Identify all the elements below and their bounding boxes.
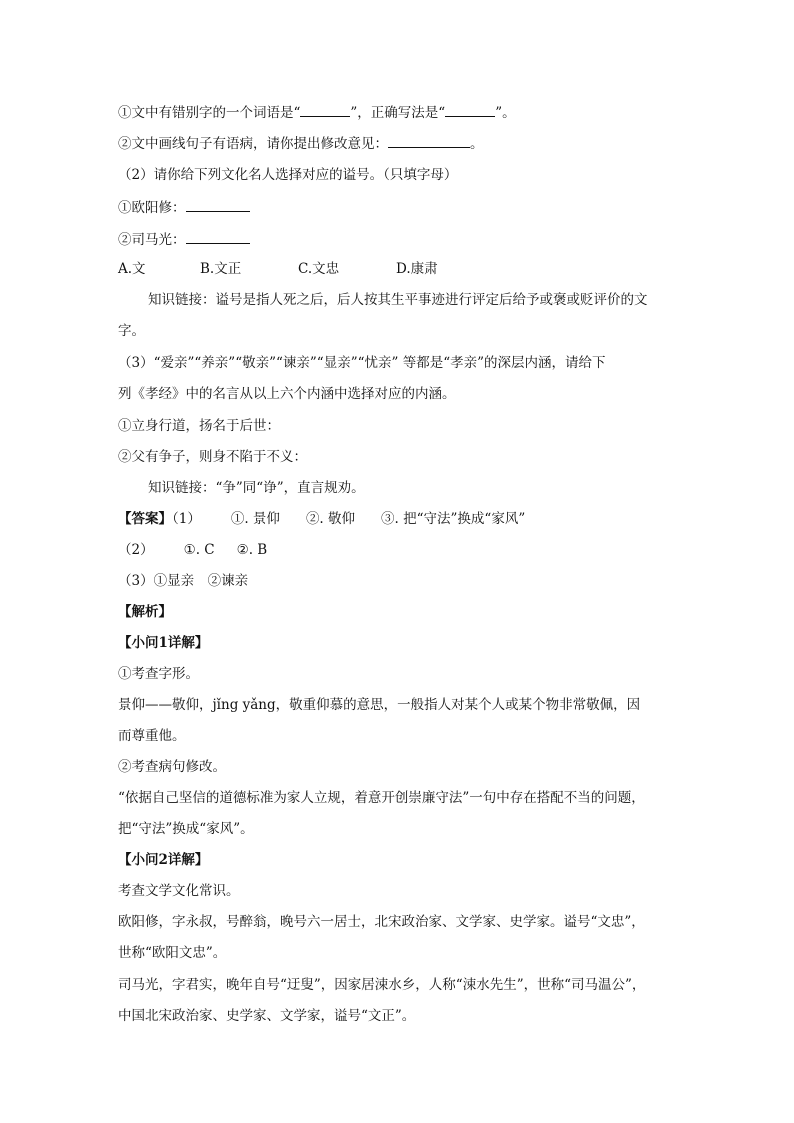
q2-person2: ②司马光： — [118, 229, 678, 250]
analysis-s2-c-cont: 中国北宋政治家、史学家、文学家，谥号“文正”。 — [118, 1008, 416, 1024]
analysis-s2-b: 欧阳修，字永叔，号醉翁，晚号六一居士，北宋政治家、文学家、史学家。谥号“文忠”， — [118, 914, 645, 930]
q2-knowledge-link-cont: 字。 — [118, 323, 145, 339]
q2-person1: ①欧阳修： — [118, 197, 678, 218]
answer-part2: （2） ①. C ②. B — [118, 542, 268, 558]
sub-question-2-label: 【小问2详解】 — [118, 852, 209, 868]
option-b: B.文正 — [200, 261, 242, 277]
sub-question-1-label: 【小问1详解】 — [118, 635, 209, 651]
answer-part3: （3）①显亲 ②谏亲 — [118, 573, 249, 589]
answer-part1: 【答案】（1） ①. 景仰 ②. 敬仰 ③. 把“守法”换成“家风” — [118, 511, 526, 527]
analysis-s2-c: 司马光，字君实，晚年自号“迂叟”，因家居涑水乡，人称“涑水先生”，世称“司马温公”， — [118, 977, 646, 993]
q2-knowledge-link: 知识链接：谥号是指人死之后，后人按其生平事迹进行评定后给予或褒或贬评价的文 — [148, 292, 648, 308]
q2-prompt: （2）请你给下列文化名人选择对应的谥号。（只填字母） — [118, 167, 458, 183]
q3-prompt-cont: 列《孝经》中的名言从以上六个内涵中选择对应的内涵。 — [118, 386, 456, 402]
analysis-s1-d-cont: 把“守法”换成“家风”。 — [118, 821, 254, 837]
analysis-s2-b-cont: 世称“欧阳文忠”。 — [118, 945, 227, 961]
option-c: C.文忠 — [298, 261, 340, 277]
q3-knowledge-link: 知识链接：“争”同“诤”，直言规劝。 — [148, 480, 365, 496]
analysis-s1-b-cont: 而尊重他。 — [118, 728, 186, 744]
q3-prompt: （3）“爱亲”“养亲”“敬亲”“谏亲”“显亲”“忧亲” 等都是“孝亲”的深层内涵，请给下 — [118, 355, 606, 371]
q3-quote1: ①立身行道，扬名于后世： — [118, 418, 280, 434]
answer-blank — [186, 229, 250, 244]
q1-item2: ②文中画线句子有语病，请你提出修改意见： 。 — [118, 133, 678, 154]
analysis-s1-b: 景仰——敬仰，jǐng yǎng，敬重仰慕的意思，一般指人对某个人或某个物非常敬佩，因 — [118, 697, 641, 713]
q3-quote2: ②父有争子，则身不陷于不义： — [118, 449, 307, 465]
answer-blank — [300, 102, 350, 117]
analysis-label: 【解析】 — [118, 604, 172, 620]
option-d: D.康肃 — [396, 261, 438, 277]
q1-item1: ①文中有错别字的一个词语是“ ”，正确写法是“ ”。 — [118, 102, 678, 123]
answer-blank — [445, 102, 495, 117]
analysis-s2-a: 考查文学文化常识。 — [118, 883, 240, 899]
answer-blank — [388, 133, 470, 148]
q2-options — [118, 259, 678, 279]
answer-label: 【答案】 — [118, 511, 172, 527]
option-a: A.文 — [118, 261, 146, 277]
answer-blank — [186, 197, 250, 212]
analysis-s1-a: ①考查字形。 — [118, 666, 199, 682]
analysis-s1-c: ②考查病句修改。 — [118, 759, 226, 775]
analysis-s1-d: “依据自己坚信的道德标准为家人立规，着意开创崇廉守法”一句中存在搭配不当的问题， — [118, 790, 645, 806]
